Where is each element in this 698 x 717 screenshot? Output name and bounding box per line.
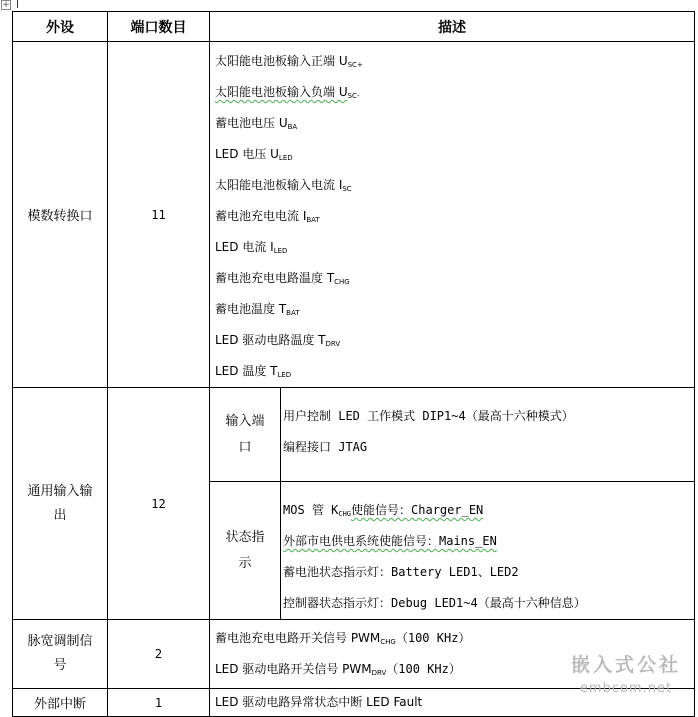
adc-item-5: 蓄电池充电电流 $I_{BAT}$ [215, 209, 320, 224]
adc-item-2: 蓄电池电压 $U_{BA}$ [215, 116, 298, 131]
adc-item-4: 太阳能电池板输入电流 $I_{SC}$ [215, 178, 352, 193]
peripheral-name: 模数转换口 [13, 42, 108, 388]
adc-item-0: 太阳能电池板输入正端 $U_{SC+}$ [215, 54, 363, 69]
gpio-status-description [281, 482, 695, 620]
peripheral-table [12, 11, 695, 717]
gpio-input-item-1: 编程接口 JTAG [283, 440, 368, 454]
pwm-item-0: 蓄电池充电电路开关信号 $PWM_{CHG}(100$ KHz） [215, 631, 471, 646]
gpio-status-item-1: 外部市电供电系统使能信号：Mains_EN [283, 534, 497, 548]
adc-item-10: LED 温度 $T_{LED}$ [215, 364, 292, 379]
gpio-status-item-0: MOS 管 $K_{CHG}$使能信号：Charger_EN [283, 503, 484, 518]
gpio-input-item-0: 用户控制 LED 工作模式 DIP1~4（最高十六种模式） [283, 409, 574, 423]
watermark-title: 嵌入式公社 [570, 654, 681, 676]
table-row-irq [13, 689, 695, 717]
port-count: 2 [108, 620, 210, 689]
gpio-status-label: 状态指示 [210, 482, 281, 620]
table-row-pwm [13, 620, 695, 689]
description-cell [210, 620, 695, 689]
header-peripheral: 外设 [13, 12, 108, 42]
table-move-handle-icon[interactable]: + [2, 0, 10, 10]
peripheral-name: 脉宽调制信号 [13, 620, 108, 689]
gpio-input-description [281, 388, 695, 482]
description-cell [210, 689, 695, 717]
watermark-url: embcom.net [579, 681, 673, 696]
adc-item-1: 太阳能电池板输入负端 $U_{SC-}$ [215, 85, 360, 100]
gpio-status-item-2: 蓄电池状态指示灯：Battery LED1、LED2 [283, 565, 519, 579]
header-description: 描述 [210, 12, 695, 42]
header-port-count: 端口数目 [108, 12, 210, 42]
adc-item-7: 蓄电池充电电路温度 $T_{CHG}$ [215, 271, 350, 286]
adc-item-6: LED 电流 $I_{LED}$ [215, 240, 288, 255]
adc-item-8: 蓄电池温度 $T_{BAT}$ [215, 302, 300, 317]
port-count: 1 [108, 689, 210, 717]
gpio-status-item-3: 控制器状态指示灯：Debug LED1~4（最高十六种信息） [283, 596, 586, 610]
port-count: 11 [108, 42, 210, 388]
table-header-row [13, 12, 695, 42]
text-cursor [17, 0, 18, 8]
port-count: 12 [108, 388, 210, 620]
gpio-input-label: 输入端口 [210, 388, 281, 482]
adc-item-3: LED 电压 $U_{LED}$ [215, 147, 293, 162]
pwm-item-1: LED 驱动电路开关信号 $PWM_{DRV}(100$ KHz） [215, 662, 461, 677]
irq-item: LED 驱动电路异常状态中断 LED Fault [215, 695, 423, 709]
peripheral-name: 外部中断 [13, 689, 108, 717]
description-cell [210, 42, 695, 388]
adc-item-9: LED 驱动电路温度 $T_{DRV}$ [215, 333, 341, 348]
peripheral-name: 通用输入输出 [13, 388, 108, 620]
table-row-adc [13, 42, 695, 388]
table-row-gpio-input [13, 388, 695, 482]
